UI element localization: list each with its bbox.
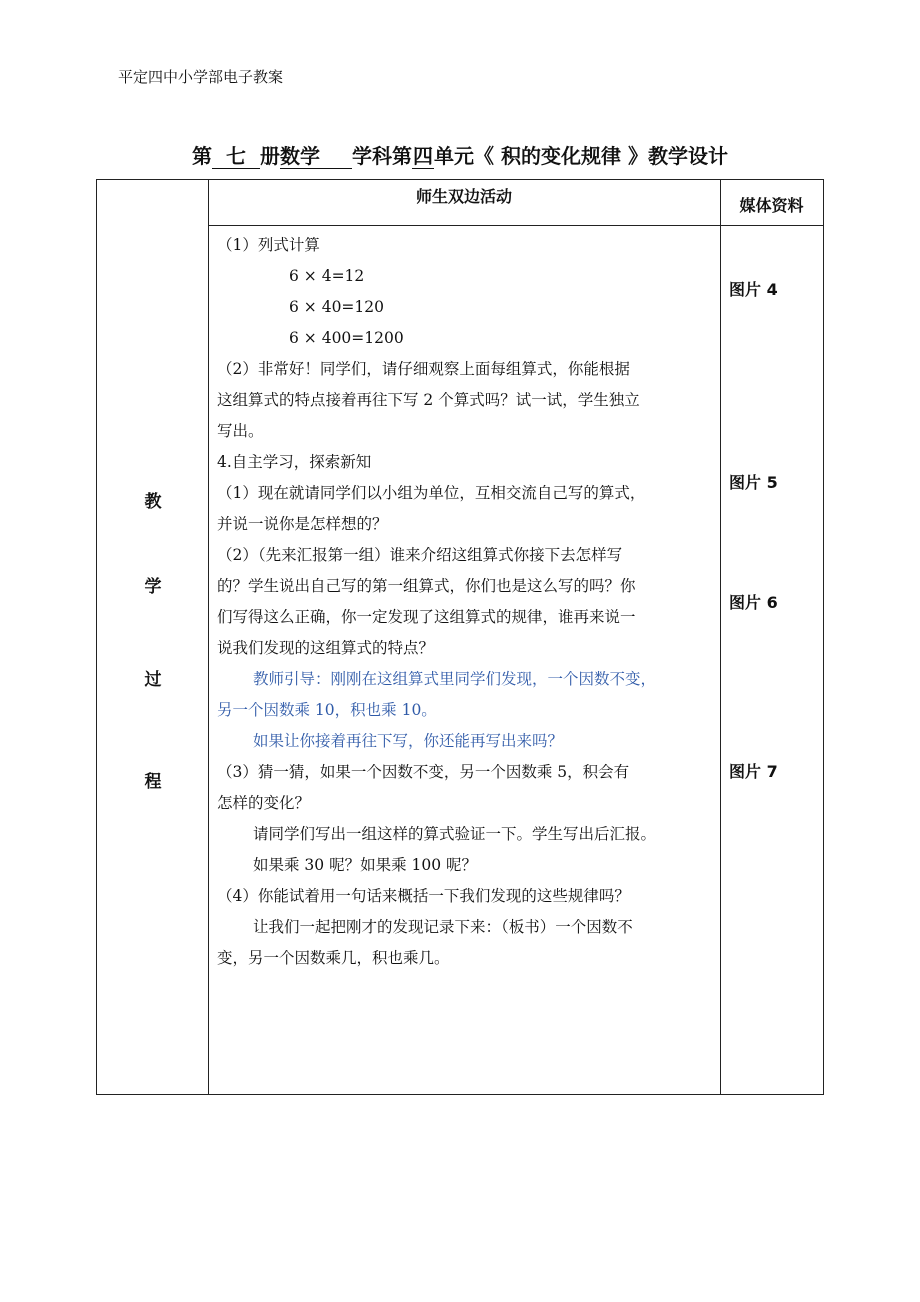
- content-line: 6 × 40=120: [289, 298, 384, 316]
- title-part-4: 单元《 积的变化规律 》教学设计: [434, 144, 728, 168]
- content-line: 怎样的变化？: [217, 794, 311, 812]
- content-line: （3）猜一猜，如果一个因数不变，另一个因数乘 5，积会有: [217, 763, 630, 781]
- content-line: （4）你能试着用一句话来概括一下我们发现的这些规律吗？: [217, 887, 630, 905]
- media-item-picture-4: 图片 4: [729, 280, 778, 299]
- activity-content: [217, 230, 717, 974]
- content-line: 如果乘 30 呢？如果乘 100 呢？: [253, 856, 478, 874]
- column-divider-left: [208, 180, 209, 1094]
- content-line: （1）现在就请同学们以小组为单位，互相交流自己写的算式，: [217, 484, 646, 502]
- content-line: （1）列式计算: [217, 236, 320, 254]
- media-item-picture-5: 图片 5: [729, 473, 778, 492]
- content-line: 说我们发现的这组算式的特点？: [217, 639, 435, 657]
- content-line: 的？学生说出自己写的第一组算式，你们也是这么写的吗？你: [217, 577, 636, 595]
- content-line: 变，另一个因数乘几，积也乘几。: [217, 949, 450, 967]
- content-line-teacher-guide: 另一个因数乘 10，积也乘 10。: [217, 701, 437, 719]
- content-line-teacher-guide: 教师引导：刚刚在这组算式里同学们发现，一个因数不变，: [253, 670, 657, 688]
- header-note: 平定四中小学部电子教案: [118, 68, 284, 86]
- activity-header: 师生双边活动: [415, 187, 512, 206]
- page-title: [0, 140, 920, 169]
- media-header: 媒体资料: [739, 196, 804, 215]
- title-grade: 七: [212, 145, 260, 169]
- content-line: 6 × 400=1200: [289, 329, 404, 347]
- media-item-picture-6: 图片 6: [729, 593, 778, 612]
- side-label-cheng: 程: [144, 772, 162, 792]
- title-subject: 数学: [280, 145, 352, 169]
- side-label-xue: 学: [144, 577, 162, 597]
- content-line: 这组算式的特点接着再往下写 2 个算式吗？试一试，学生独立: [217, 391, 640, 409]
- content-line: 6 × 4=12: [289, 267, 365, 285]
- content-line: （2）（先来汇报第一组）谁来介绍这组算式你接下去怎样写: [217, 546, 623, 564]
- content-line: 让我们一起把刚才的发现记录下来：（板书）一个因数不: [253, 918, 633, 936]
- content-line: 并说一说你是怎样想的？: [217, 515, 388, 533]
- side-label-jiao: 教: [144, 492, 162, 512]
- content-line: （2）非常好！同学们，请仔细观察上面每组算式，你能根据: [217, 360, 630, 378]
- content-line: 写出。: [217, 422, 264, 440]
- column-divider-right: [720, 180, 721, 1094]
- header-row-divider: [208, 225, 823, 226]
- content-line: 4.自主学习，探索新知: [217, 453, 372, 471]
- media-item-picture-7: 图片 7: [729, 762, 778, 781]
- lesson-table: [96, 179, 824, 1095]
- side-label-guo: 过: [144, 670, 162, 690]
- content-line: 请同学们写出一组这样的算式验证一下。学生写出后汇报。: [253, 825, 657, 843]
- title-unit: 四: [413, 144, 434, 168]
- title-part-1: 第: [192, 144, 213, 168]
- title-part-2: 册: [260, 144, 281, 168]
- content-line: 们写得这么正确，你一定发现了这组算式的规律，谁再来说一: [217, 608, 636, 626]
- title-part-3: 学科第: [352, 144, 413, 168]
- content-line-teacher-guide: 如果让你接着再往下写，你还能再写出来吗？: [253, 732, 564, 750]
